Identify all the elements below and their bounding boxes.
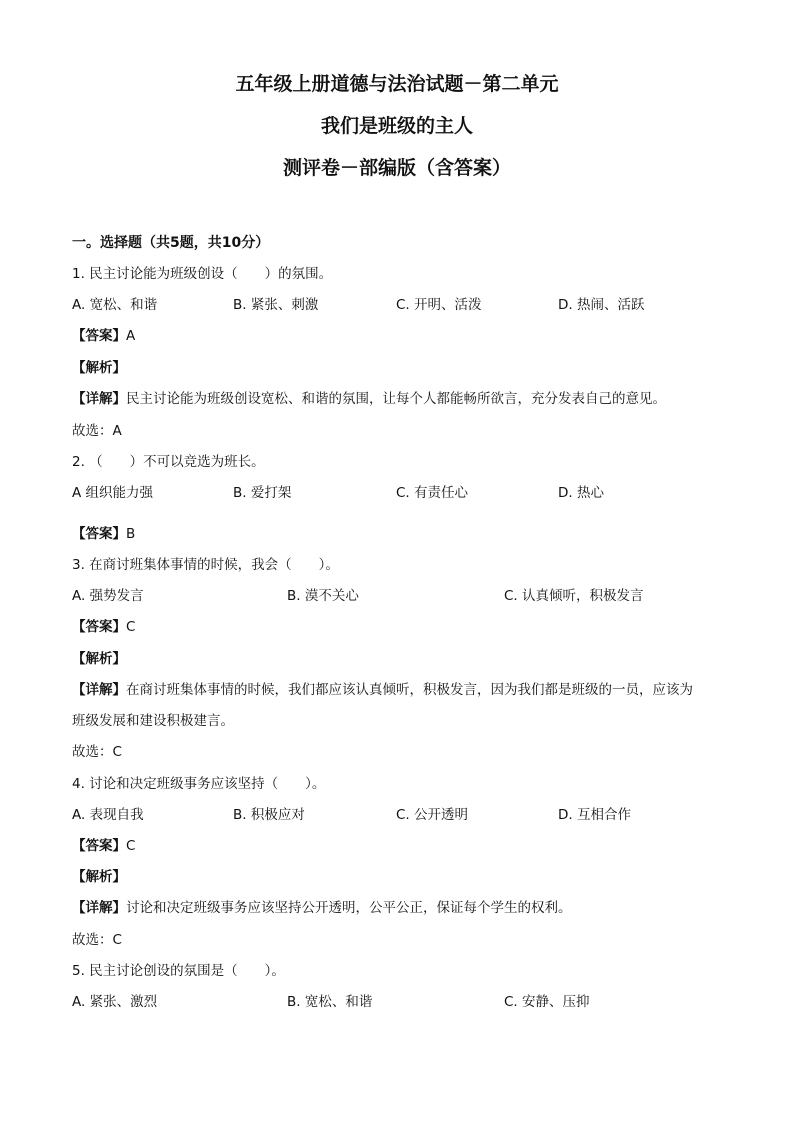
q1-analysis-tag: 【解析】 <box>72 360 126 376</box>
q3-stem: 3. 在商讨班集体事情的时候，我会（ ）。 <box>72 557 339 573</box>
q2-option-b: B. 爱打架 <box>233 485 292 501</box>
q5-option-a: A. 紧张、激烈 <box>72 994 158 1010</box>
q3-option-c: C. 认真倾听，积极发言 <box>504 588 644 604</box>
q5-stem: 5. 民主讨论创设的氛围是（ ）。 <box>72 963 285 979</box>
q3-option-a: A. 强势发言 <box>72 588 144 604</box>
detail-tag: 【详解】 <box>72 900 126 916</box>
answer-value: C <box>126 619 136 635</box>
answer-value: C <box>126 838 136 854</box>
answer-tag: 【答案】 <box>72 838 126 854</box>
section-heading: 一。选择题（共5题，共10分） <box>72 235 270 251</box>
q3-choice: 故选：C <box>72 744 122 760</box>
q1-choice: 故选：A <box>72 423 122 439</box>
answer-tag: 【答案】 <box>72 619 126 635</box>
q4-answer <box>72 837 135 855</box>
q2-option-d: D. 热心 <box>558 485 604 501</box>
q5-option-b: B. 宽松、和谐 <box>287 994 373 1010</box>
q4-choice: 故选：C <box>72 932 122 948</box>
q5-option-c: C. 安静、压抑 <box>504 994 590 1010</box>
q1-detail <box>72 390 666 408</box>
answer-value: B <box>126 526 136 542</box>
q1-option-c: C. 开明、活泼 <box>396 297 482 313</box>
detail-text: 讨论和决定班级事务应该坚持公开透明，公平公正，保证每个学生的权利。 <box>126 900 572 916</box>
q4-option-d: D. 互相合作 <box>558 807 631 823</box>
title-line-3: 测评卷－部编版（含答案） <box>282 157 511 179</box>
q1-option-d: D. 热闹、活跃 <box>558 297 645 313</box>
q3-answer <box>72 618 135 636</box>
q1-option-a: A. 宽松、和谐 <box>72 297 158 313</box>
q1-stem: 1. 民主讨论能为班级创设（ ）的氛围。 <box>72 266 333 282</box>
answer-tag: 【答案】 <box>72 526 126 542</box>
title-line-2: 我们是班级的主人 <box>320 115 473 137</box>
detail-tag: 【详解】 <box>72 391 126 407</box>
detail-text: 在商讨班集体事情的时候，我们都应该认真倾听，积极发言，因为我们都是班级的一员，应该为 <box>126 682 693 698</box>
q4-option-b: B. 积极应对 <box>233 807 305 823</box>
q3-detail-line-2: 班级发展和建设积极建言。 <box>72 713 234 729</box>
q3-detail-line-1 <box>72 681 693 699</box>
detail-tag: 【详解】 <box>72 682 126 698</box>
q2-option-a: A 组织能力强 <box>72 485 154 501</box>
answer-tag: 【答案】 <box>72 328 126 344</box>
q2-answer <box>72 525 135 543</box>
detail-text: 民主讨论能为班级创设宽松、和谐的氛围，让每个人都能畅所欲言，充分发表自己的意见。 <box>126 391 666 407</box>
title-line-1: 五年级上册道德与法治试题－第二单元 <box>235 73 559 95</box>
q3-option-b: B. 漠不关心 <box>287 588 359 604</box>
q1-option-b: B. 紧张、刺激 <box>233 297 319 313</box>
q4-stem: 4. 讨论和决定班级事务应该坚持（ ）。 <box>72 776 326 792</box>
q2-option-c: C. 有责任心 <box>396 485 469 501</box>
q4-option-a: A. 表现自我 <box>72 807 144 823</box>
q4-detail <box>72 899 572 917</box>
answer-value: A <box>126 328 136 344</box>
q4-option-c: C. 公开透明 <box>396 807 469 823</box>
q2-stem: 2. （ ）不可以竞选为班长。 <box>72 454 265 470</box>
q4-analysis-tag: 【解析】 <box>72 869 126 885</box>
q3-analysis-tag: 【解析】 <box>72 651 126 667</box>
q1-answer <box>72 327 135 345</box>
